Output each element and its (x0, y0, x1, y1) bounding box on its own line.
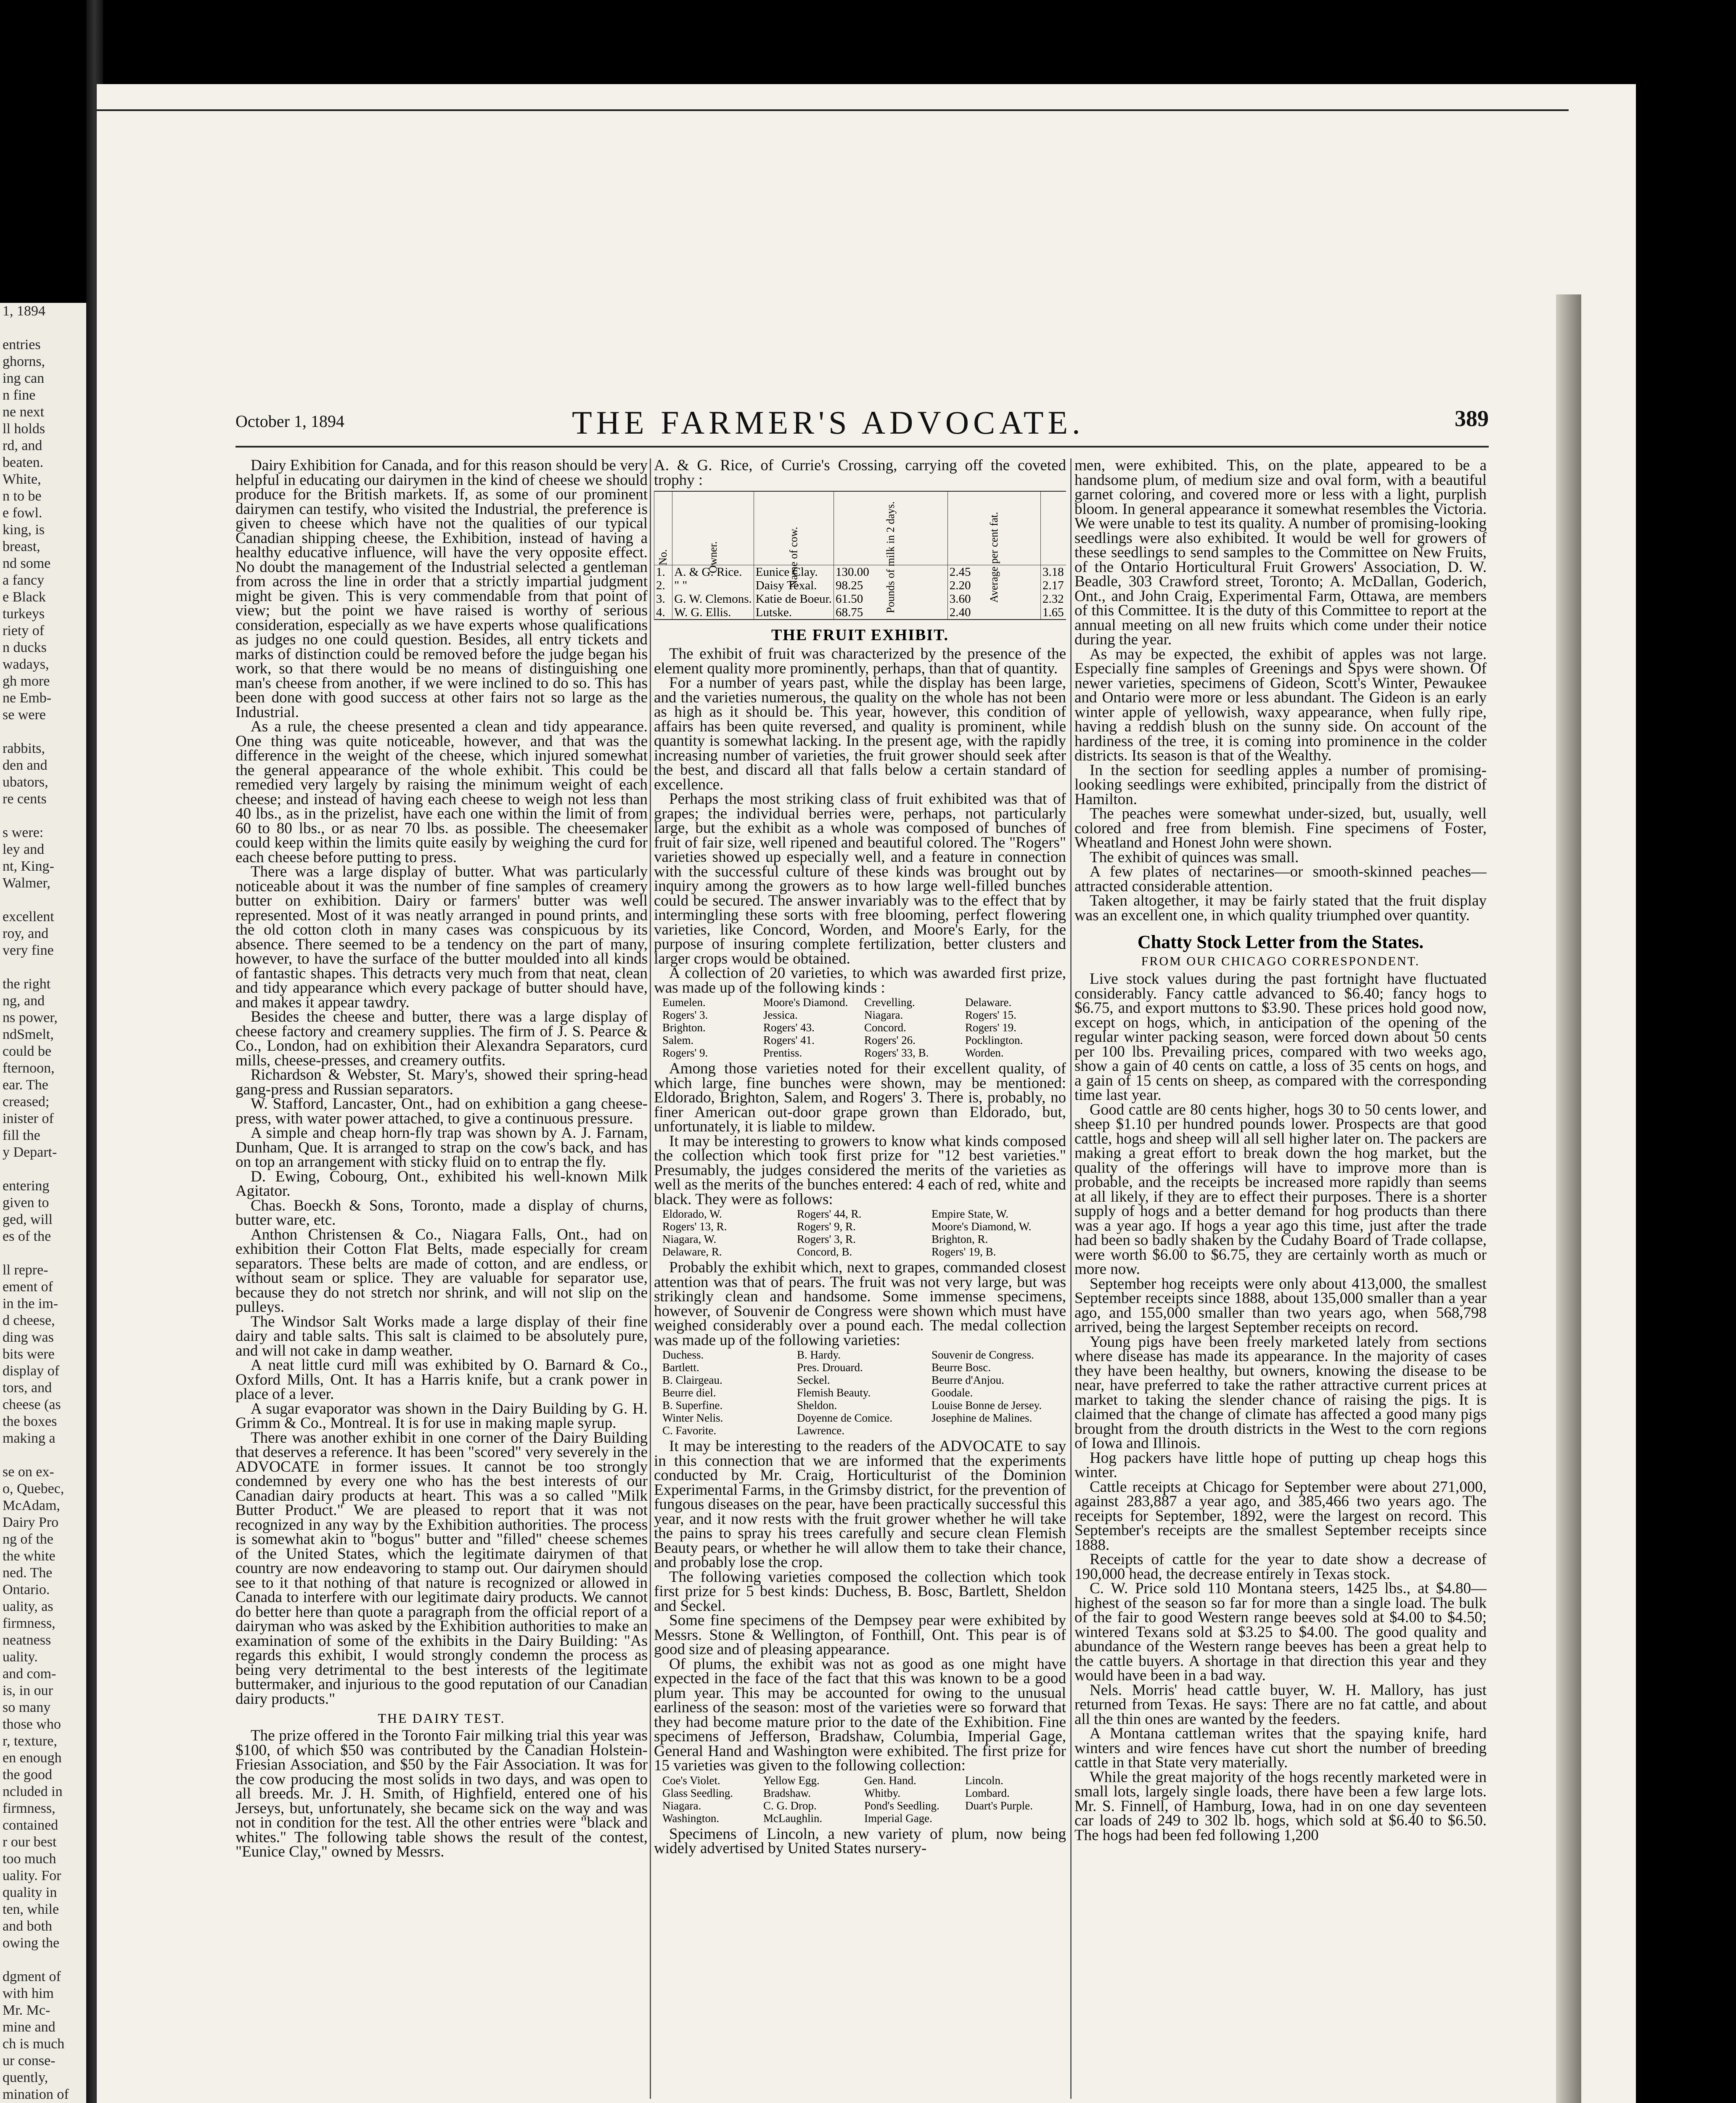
variety-item: Louise Bonne de Jersey. (932, 1399, 1042, 1412)
variety-item: Brighton. (662, 1021, 706, 1034)
article-paragraph: The following varieties composed the collection which took first prize for 5 best kinds: Duchess, B. Bosc, Bartlett, Sheldon and Seckel. (654, 1568, 1066, 1615)
table-cell: 4. (654, 606, 672, 620)
variety-item: Delaware, R. (662, 1245, 722, 1258)
variety-item: B. Hardy. (797, 1348, 841, 1361)
article-paragraph: Among those varieties noted for their excellent quality, of which large, fine bunches were shown, may be mentioned: Eldorado, Brighton, Salem, and Rogers' 3. There is, probably, no finer American out-door grape grown than Eldorado, but, unfortunately, it is liable to mildew. (654, 1060, 1066, 1135)
article-paragraph: A neat little curd mill was exhibited by O. Barnard & Co., Oxford Mills, Ont. It has a Harris knife, but a crank power in place of a lever. (236, 1356, 648, 1403)
variety-item: Delaware. (965, 996, 1012, 1009)
variety-item: Rogers' 3, R. (797, 1233, 856, 1245)
grape-variety-list (662, 996, 1066, 1059)
previous-page-line: ley and (3, 842, 45, 857)
table-cell: 1.65 (1040, 606, 1066, 620)
article-paragraph: Specimens of Lincoln, a new variety of plum, now being widely advertised by United States nursery- (654, 1825, 1066, 1857)
previous-page-line: ur conse- (3, 2053, 56, 2069)
variety-item: Coe's Violet. (662, 1774, 720, 1787)
previous-page-line: e fowl. (3, 505, 42, 521)
previous-page-line: ged, will (3, 1212, 53, 1227)
variety-item: Seckel. (797, 1374, 830, 1386)
section-heading-dairy-test: THE DAIRY TEST. (378, 1711, 505, 1726)
table-header-cell: Pounds of milk in 2 days. (834, 491, 947, 565)
variety-item: Niagara. (864, 1009, 903, 1021)
previous-page-line: ng of the (3, 1531, 53, 1547)
previous-page-line: so many (3, 1700, 51, 1715)
previous-page-line: with him (3, 1986, 54, 2001)
previous-page-line: uality. (3, 1649, 38, 1665)
previous-page-line: tors, and (3, 1380, 52, 1396)
variety-item: Duart's Purple. (965, 1799, 1033, 1812)
plum-variety-list (662, 1774, 1066, 1825)
article-paragraph: In the section for seedling apples a number of promising-looking seedlings were exhibited, principally from the district of Hamilton. (1074, 761, 1487, 808)
previous-page-line: uality. For (3, 1868, 61, 1883)
variety-item: Doyenne de Comice. (797, 1412, 893, 1424)
previous-page-line: given to (3, 1195, 49, 1210)
table-cell: 68.75 (834, 606, 947, 620)
previous-page-line: o, Quebec, (3, 1481, 64, 1496)
article-paragraph: Probably the exhibit which, next to grapes, commanded closest attention was that of pears. The fruit was not very large, but was strikingly clean and handsome. Some immense specimens, however, of Souvenir de Congress were shown which must have weighed considerably over a pound each. The medal collection was made up of the following varieties: (654, 1259, 1066, 1349)
article-paragraph: September hog receipts were only about 413,000, the smallest September receipts since 1888, about 135,000 smaller than a year ago, and 155,000 smaller than two years ago, when 568,798 arrived, being the largest September receipts on record. (1074, 1275, 1487, 1336)
previous-page-line: dgment of (3, 1969, 61, 1984)
variety-item: Rogers' 13, R. (662, 1220, 727, 1233)
previous-page-line: ing can (3, 371, 45, 386)
previous-page-line: ll holds (3, 421, 45, 437)
column-rule (1070, 458, 1072, 2099)
previous-page-line: Walmer, (3, 875, 50, 891)
variety-item: Yellow Egg. (763, 1774, 820, 1787)
previous-page-line: ten, while (3, 1902, 59, 1917)
variety-item: Lincoln. (965, 1774, 1003, 1787)
pear-variety-list (662, 1348, 1066, 1437)
article-paragraph: Dairy Exhibition for Canada, and for this reason should be very helpful in educating our dairymen in the kind of cheese we should produce for the British markets. If, as some of our prominent dairymen can testify, who visited the Industrial, the preference is given to cheese which have not the qualities of our typical Canadian shipping cheese, the Exhibition, instead of having a healthy educative influence, will have the very opposite effect. No doubt the management of the Industrial selected a gentleman from across the line in order that a strictly impartial judgment might be given. This is very commendable from that point of view; but the point we have raised is worthy of serious consideration, especially as we have experts whose qualifications as judges no one could question. Besides, all entry tickets and marks of distinction could be removed before the judge began his work, so that there would be no means of distinguishing one man's cheese from another, if we were inclined to do so. This has been done with good success at other fairs not so large as the Industrial. (236, 458, 648, 721)
previous-page-line: fternoon, (3, 1060, 55, 1076)
previous-page-line: ng, and (3, 993, 45, 1009)
previous-page-line: ll repre- (3, 1262, 48, 1278)
article-paragraph: Chas. Boeckh & Sons, Toronto, made a display of churns, butter ware, etc. (236, 1197, 648, 1229)
article-paragraph: There was another exhibit in one corner of the Dairy Building that deserves a reference. It has been "scored" very severely in the ADVOCATE in former issues. It cannot be too strongly condemned by every one who has the best interests of our Canadian dairy products at heart. This was a so called "Milk Butter Product." We are pleased to report that it was not recognized in any way by the Exhibition authorities. The process is somewhat akin to "bogus" butter and "filled" cheese schemes of the United States, which the legitimate dairymen of that country are now endeavoring to stamp out. Our dairymen should see to it that nothing of that nature is recognized or allowed in Canada to interfere with our legitimate dairy products. We cannot do better here than quote a paragraph from the official report of a dairyman who was asked by the Exhibition authorities to make an examination of some of the exhibits in the Dairy Building: "As regards this exhibit, I would strongly condemn the process as being very detrimental to the best interests of the legitimate buttermaker, and injurious to the good reputation of our Canadian dairy products." (236, 1429, 648, 1708)
variety-item: Rogers' 3. (662, 1009, 708, 1021)
previous-page-line: king, is (3, 522, 45, 538)
variety-item: C. G. Drop. (763, 1799, 817, 1812)
variety-item: Rogers' 19. (965, 1021, 1016, 1034)
dairy-test-table (654, 491, 1066, 620)
table-cell: Daisy Texal. (754, 579, 834, 592)
previous-page-line: ndSmelt, (3, 1027, 54, 1042)
variety-item: Prentiss. (763, 1046, 802, 1059)
previous-page-line: and both (3, 1918, 53, 1934)
previous-page-line: the right (3, 976, 51, 992)
variety-item: Rogers' 15. (965, 1009, 1016, 1021)
article-paragraph: A. & G. Rice, of Currie's Crossing, carrying off the coveted trophy : (654, 458, 1066, 489)
variety-item: Rogers' 26. (864, 1034, 916, 1046)
previous-page-line: ncluded in (3, 1784, 63, 1799)
previous-page-line: in the im- (3, 1296, 58, 1311)
previous-page-line: contained (3, 1817, 58, 1833)
previous-page-line: could be (3, 1044, 52, 1059)
previous-page-line: neatness (3, 1632, 51, 1648)
variety-item: Bradshaw. (763, 1786, 811, 1799)
previous-page-line: den and (3, 758, 48, 773)
article-paragraph: For a number of years past, while the display has been large, and the varieties numerous, the quality on the whole has not been as high as it should be. This year, however, this condition of affairs has been quite reversed, and quality is prominent, while quantity is somewhat lacking. In the present age, with the rapidly increasing number of varieties, the fruit grower should seek after the best, and discard all that falls below a certain standard of excellence. (654, 674, 1066, 793)
previous-page-line: 1, 1894 (3, 303, 45, 319)
article-paragraph: Besides the cheese and butter, there was a large display of cheese factory and creamery supplies. The firm of J. S. Pearce & Co., London, had on exhibition their Alexandra Separators, curd mills, cheese-presses, and creamery outfits. (236, 1008, 648, 1069)
table-cell: Katie de Boeur. (754, 592, 834, 606)
previous-page-line: riety of (3, 623, 45, 638)
article-paragraph: It may be interesting to growers to know what kinds composed the collection which took first prize for "12 best varieties." Presumably, the judges considered the merits of the varieties as well as the merits of the bunches entered: 4 each of red, white and black. They were as follows: (654, 1132, 1066, 1208)
article-paragraph: Receipts of cattle for the year to date show a decrease of 190,000 head, the decrease entirely in Texas stock. (1074, 1551, 1487, 1583)
article-paragraph: A Montana cattleman writes that the spaying knife, hard winters and wire fences have cut short the number of breeding cattle in that State very materially. (1074, 1725, 1487, 1771)
variety-item: Lombard. (965, 1786, 1010, 1799)
variety-item: Sheldon. (797, 1399, 837, 1412)
previous-page-line: s were: (3, 825, 44, 840)
previous-page-line: firmness, (3, 1616, 56, 1631)
previous-page-line: quently, (3, 2070, 48, 2085)
previous-page-line: e Black (3, 589, 46, 605)
variety-item: Pocklington. (965, 1034, 1023, 1046)
variety-item: Jessica. (763, 1009, 798, 1021)
table-cell: 61.50 (834, 592, 947, 606)
previous-page-line: a fancy (3, 572, 45, 588)
table-row (654, 579, 1066, 592)
previous-page-line: too much (3, 1851, 56, 1867)
article-paragraph: Live stock values during the past fortnight have fluctuated considerably. Fancy cattle advanced to $6.40; fancy hogs to $6.75, and export muttons to $3.90. These prices hold good now, except on hogs, which, in anticipation of the opening of the regular winter packing season, were forced down about 50 cents per 100 lbs. Prevailing prices, compared with two weeks ago, show a gain of 40 cents on cattle, a loss of 35 cents on hogs, and a gain of 15 cents on sheep, as compared with the corresponding time last year. (1074, 970, 1487, 1104)
column-rule (650, 458, 651, 2099)
previous-page-line: ubators, (3, 774, 48, 790)
previous-page-line: mine and (3, 2019, 56, 2035)
variety-item: Beurre diel. (662, 1386, 716, 1399)
previous-page-line: inister of (3, 1111, 54, 1126)
section-subheading-correspondent: FROM OUR CHICAGO CORRESPONDENT. (1141, 954, 1420, 968)
variety-item: Gen. Hand. (864, 1774, 916, 1787)
table-cell: 2.40 (947, 606, 1040, 620)
previous-page-line: bits were (3, 1346, 55, 1362)
previous-page-line: r, texture, (3, 1733, 57, 1749)
previous-page-line: es of the (3, 1229, 51, 1244)
article-paragraph: A collection of 20 varieties, to which was awarded first prize, was made up of the following kinds : (654, 964, 1066, 996)
article-paragraph: Cattle receipts at Chicago for September were about 271,000, against 283,887 a year ago, and 385,466 two years ago. The receipts for September, 1892, were the largest on record. This September's receipts are the smallest September receipts since 1888. (1074, 1478, 1487, 1554)
previous-page-line: ement of (3, 1279, 53, 1295)
previous-page-line: n ducks (3, 640, 47, 655)
article-paragraph: A few plates of nectarines—or smooth-skinned peaches—attracted considerable attention. (1074, 863, 1487, 895)
article-paragraph: Hog packers have little hope of putting up cheap hogs this winter. (1074, 1449, 1487, 1481)
table-cell: 2. (654, 579, 672, 592)
article-paragraph: C. W. Price sold 110 Montana steers, 1425 lbs., at $4.80—highest of the season so far for more than a single load. The bulk of the fair to good Western range beeves sold at $4.00 to $4.50; wintered Texans sold at $3.25 to $4.00. The good quality and abundance of the Western range beeves has been a great help to the cattle buyers. A shortage in that direction this year and they would have been in a bad way. (1074, 1580, 1487, 1684)
article-paragraph: Richardson & Webster, St. Mary's, showed their spring-head gang-press and Russian separators. (236, 1066, 648, 1098)
variety-item: B. Superfine. (662, 1399, 723, 1412)
article-paragraph: The exhibit of quinces was small. (1090, 848, 1299, 866)
previous-page-line: nt, King- (3, 858, 54, 874)
article-paragraph: A simple and cheap horn-fly trap was shown by A. J. Farnam, Dunham, Que. It is arranged to strap on the cow's back, and has on top an arrangement with sticky fluid on to entrap the fly. (236, 1124, 648, 1171)
variety-item: Beurre d'Anjou. (932, 1374, 1004, 1386)
variety-item: Imperial Gage. (864, 1812, 932, 1825)
previous-page-line: fill the (3, 1128, 40, 1143)
previous-page-line: display of (3, 1363, 60, 1379)
variety-item: Moore's Diamond. (763, 996, 848, 1009)
previous-page-line: n fine (3, 387, 36, 403)
table-cell: 3.60 (947, 592, 1040, 606)
previous-page-line: roy, and (3, 926, 49, 941)
table-row (654, 606, 1066, 620)
variety-item: Niagara. (662, 1799, 701, 1812)
variety-item: Bartlett. (662, 1361, 699, 1374)
previous-page-edge (0, 303, 88, 2103)
column-1 (236, 458, 648, 2103)
article-paragraph: Anthon Christensen & Co., Niagara Falls, Ont., had on exhibition their Cotton Flat Belts, made especially for cream separators. These belts are made of cotton, and are endless, or without seam or splice. They are valuable for separator use, because they do not stretch nor shrink, and will not slip on the pulleys. (236, 1226, 648, 1316)
table-header-cell: No. (654, 491, 672, 565)
issue-date: October 1, 1894 (236, 412, 344, 431)
previous-page-line: beaten. (3, 455, 44, 470)
table-header-cell (1040, 491, 1066, 565)
previous-page-line: gh more (3, 673, 50, 689)
article-paragraph: It may be interesting to the readers of the ADVOCATE to say in this connection that we are informed that the experiments conducted by Mr. Craig, Horticulturist of the Dominion Experimental Farms, in the Grimsby district, for the prevention of fungous diseases on the pear, have been practically successful this year, and it now rests with the fruit grower whether he will take the pains to spray his trees carefully and secure clean Flemish Beauty pears, or whether he will allow them to take their chance, and probably lose the crop. (654, 1438, 1066, 1571)
article-paragraph: Good cattle are 80 cents higher, hogs 30 to 50 cents lower, and sheep $1.10 per hundred pounds lower. Prospects are that good cattle, hogs and sheep will all sell higher later on. The packers are making a great effort to break down the hog market, but the quality of the offerings will have to improve more than is probable, and the receipts be increased more rapidly than seems at all likely, if they are to effect their purposes. There is a shorter supply of hogs and a better demand for hog products than there was a year ago. If hogs a year ago this time, just after the trade had been so badly shaken by the Cudahy Board of Trade collapse, were worth $6.00 to $6.75, they are certainly worth as much or more now. (1074, 1101, 1487, 1278)
previous-page-line: McAdam, (3, 1498, 60, 1513)
article-paragraph: As a rule, the cheese presented a clean and tidy appearance. One thing was quite noticeable, however, and that was the difference in the weight of the cheese, which injured somewhat the general appearance of the whole exhibit. This could be remedied very largely by raising the minimum weight of each cheese; and instead of having each cheese to weigh not less than 40 lbs., as in the prizelist, have each one within the limit of from 60 to 80 lbs., or as near 70 lbs. as possible. The cheesemaker could keep within the limits quite easily by weighing the curd for each cheese before putting to press. (236, 718, 648, 866)
previous-page-line: ned. The (3, 1565, 53, 1581)
previous-page-line: is, in our (3, 1683, 53, 1698)
table-cell: Lutske. (754, 606, 834, 620)
masthead (236, 404, 1489, 442)
previous-page-line: entries (3, 337, 41, 352)
previous-page-line: quality in (3, 1885, 57, 1900)
article-paragraph: Some fine specimens of the Dempsey pear were exhibited by Messrs. Stone & Wellington, of Fonthill, Ont. This pear is of good size and of pleasing appearance. (654, 1612, 1066, 1658)
previous-page-line: se on ex- (3, 1464, 54, 1480)
previous-page-line: making a (3, 1430, 56, 1446)
article-paragraph: The peaches were somewhat under-sized, but, usually, well colored and free from blemish. Fine specimens of Foster, Wheatland and Honest John were shown. (1074, 805, 1487, 851)
previous-page-line: the boxes (3, 1414, 57, 1429)
previous-page-line: ghorns, (3, 354, 45, 369)
previous-page-line: breast, (3, 539, 40, 554)
table-cell: 130.00 (834, 565, 947, 579)
previous-page-line: wadays, (3, 657, 49, 672)
table-cell: 98.25 (834, 579, 947, 592)
previous-page-line: ne Emb- (3, 690, 52, 706)
table-cell: G. W. Clemons. (672, 592, 754, 606)
variety-item: Worden. (965, 1046, 1004, 1059)
previous-page-line: the good (3, 1767, 53, 1783)
previous-page-line: Mr. Mc- (3, 2002, 50, 2018)
variety-item: Washington. (662, 1812, 720, 1825)
variety-item: Moore's Diamond, W. (932, 1220, 1032, 1233)
previous-page-line: y Depart- (3, 1144, 57, 1160)
article-paragraph: The exhibit of fruit was characterized by the presence of the element quality more prominently, perhaps, than that of quantity. (654, 645, 1066, 677)
variety-item: McLaughlin. (763, 1812, 823, 1825)
table-header-cell: Owner. (672, 491, 754, 565)
article-paragraph: Taken altogether, it may be fairly stated that the fruit display was an excellent one, in which quality triumphed over quantity. (1074, 892, 1487, 924)
table-cell: 2.45 (947, 565, 1040, 579)
variety-item: Whitby. (864, 1786, 900, 1799)
previous-page-line: cheese (as (3, 1397, 61, 1412)
variety-item: Flemish Beauty. (797, 1386, 871, 1399)
article-paragraph: Young pigs have been freely marketed lately from sections where disease has made its appearance. In the majority of cases they have been healthy, but owners, knowing the disease to be near, have preferred to take the rather attractive current prices at market to taking the slender chance of raising the pigs. It is claimed that the change of climate has affected a good many pigs brought from the drouth districts in the West to the corn regions of Iowa and Illinois. (1074, 1333, 1487, 1452)
previous-page-line: ch is much (3, 2036, 65, 2052)
table-header-cell: Name of cow. (754, 491, 834, 565)
variety-item: Empire State, W. (932, 1208, 1008, 1220)
table-cell: " " (672, 579, 754, 592)
previous-page-line: uality, as (3, 1599, 53, 1614)
previous-page-line: firmness, (3, 1801, 56, 1816)
previous-page-line: owing the (3, 1935, 60, 1951)
article-paragraph: D. Ewing, Cobourg, Ont., exhibited his well-known Milk Agitator. (236, 1168, 648, 1200)
previous-page-line: excellent (3, 909, 54, 924)
table-row (654, 592, 1066, 606)
variety-item (932, 1424, 1066, 1437)
previous-page-line: d cheese, (3, 1313, 55, 1328)
header-rule (236, 446, 1489, 448)
variety-item: Rogers' 41. (763, 1034, 815, 1046)
previous-page-line: Dairy Pro (3, 1515, 59, 1530)
previous-page-line: mination of (3, 2087, 69, 2102)
previous-page-line: ear. The (3, 1077, 48, 1093)
variety-item: Salem. (662, 1034, 694, 1046)
table-cell: 3.18 (1040, 565, 1066, 579)
article-paragraph: There was a large display of butter. What was particularly noticeable about it was the number of fine samples of creamery butter on exhibition. Dairy or farmers' butter was well represented. Most of it was neatly arranged in pound prints, and the old cotton cloth in many cases was conspicuous by its absence. There seemed to be a tendency on the part of many, however, to have the surface of the butter moulded into all kinds of fantastic shapes. This detracts very much from that neat, clean and tidy appearance which every package of butter should have, and makes it appear tawdry. (236, 863, 648, 1011)
variety-item: Pond's Seedling. (864, 1799, 939, 1812)
variety-item (965, 1812, 1066, 1825)
article-paragraph: Nels. Morris' head cattle buyer, W. H. Mallory, has just returned from Texas. He says: There are no fat cattle, and about all the thin ones are wanted by the feeders. (1074, 1681, 1487, 1728)
previous-page-line: those who (3, 1716, 61, 1732)
previous-page-line: the white (3, 1548, 56, 1564)
article-paragraph: Perhaps the most striking class of fruit exhibited was that of grapes; the individual berries were, perhaps, not particularly large, but the exhibit as a whole was composed of bunches of fruit of fair size, well ripened and beautiful colored. The "Rogers" varieties showed up especially well, and a feature in connection with the successful culture of these kinds was brought out by inquiry among the growers as to how large well-filled bunches could be secured. The answer invariably was to the effect that by intermingling these sorts with free blooming, perfect flowering varieties, like Concord, Worden, and Moore's Early, for the purpose of insuring complete fertilization, better clusters and larger crops would be obtained. (654, 790, 1066, 967)
article-paragraph: W. Stafford, Lancaster, Ont., had on exhibition a gang cheese-press, with water power attached, to give a continuous pressure. (236, 1095, 648, 1127)
variety-item: Rogers' 9. (662, 1046, 708, 1059)
table-cell: 3. (654, 592, 672, 606)
previous-page-line: very fine (3, 943, 54, 958)
variety-item: Winter Nelis. (662, 1412, 723, 1424)
article-paragraph: As may be expected, the exhibit of apples was not large. Especially fine samples of Greenings and Spys were shown. Of newer varieties, specimens of Gideon, Scott's Winter, Pewaukee and Ontario were more or less abundant. The Gideon is an early winter apple of yellowish, waxy appearance, when fully ripe, having a reddish blush on the sunny side. On account of the hardiness of the tree, it is coming into prominence in the colder districts. Its season is that of the Wealthy. (1074, 645, 1487, 764)
right-edge-shadow (1556, 294, 1581, 2103)
previous-page-line: n to be (3, 488, 42, 504)
article-paragraph: The Windsor Salt Works made a large display of their fine dairy and table salts. This salt is claimed to be absolutely pure, and will not cake in damp weather. (236, 1313, 648, 1359)
variety-item: Rogers' 43. (763, 1021, 815, 1034)
variety-item: Eldorado, W. (662, 1208, 722, 1220)
previous-page-line: rabbits, (3, 741, 45, 756)
variety-item: Pres. Drouard. (797, 1361, 863, 1374)
table-cell: W. G. Ellis. (672, 606, 754, 620)
table-cell: Eunice Clay. (754, 565, 834, 579)
previous-page-line: en enough (3, 1750, 62, 1766)
variety-item: Rogers' 33, B. (864, 1046, 929, 1059)
column-2 (654, 458, 1066, 2103)
variety-item: Glass Seedling. (662, 1786, 733, 1799)
variety-item: Souvenir de Congress. (932, 1348, 1034, 1361)
variety-item: Rogers' 9, R. (797, 1220, 856, 1233)
variety-item: Niagara, W. (662, 1233, 717, 1245)
section-heading-fruit-exhibit: THE FRUIT EXHIBIT. (771, 626, 949, 644)
variety-item: B. Clairgeau. (662, 1374, 722, 1386)
table-cell: 2.17 (1040, 579, 1066, 592)
variety-item: Concord, B. (797, 1245, 852, 1258)
previous-page-line: White, (3, 471, 41, 487)
variety-item: Crevelling. (864, 996, 915, 1009)
table-cell: A. & G. Rice. (672, 565, 754, 579)
table-header-row (654, 491, 1066, 565)
variety-item: Concord. (864, 1021, 906, 1034)
previous-page-line: ding was (3, 1330, 54, 1345)
variety-item: Eumelen. (662, 996, 706, 1009)
variety-item: C. Favorite. (662, 1424, 717, 1437)
article-paragraph: Of plums, the exhibit was not as good as one might have expected in the face of the fact that this was known to be a good plum year. This may be accounted for owing to the unusual earliness of the season: most of the varieties were so forward that they had become mature prior to the date of the Exhibition. Fine specimens of Jefferson, Bradshaw, Columbia, Imperial Gage, General Hand and Washington were exhibited. The first prize for 15 varieties was given to the following collection: (654, 1655, 1066, 1774)
previous-page-line: r our best (3, 1834, 57, 1850)
variety-item: Lawrence. (797, 1424, 845, 1437)
previous-page-line: entering (3, 1178, 50, 1194)
variety-item: Beurre Bosc. (932, 1361, 991, 1374)
article-paragraph: A sugar evaporator was shown in the Dairy Building by G. H. Grimm & Co., Montreal. It is for use in making maple syrup. (236, 1400, 648, 1432)
section-heading-chatty-stock-letter: Chatty Stock Letter from the States. (1137, 932, 1424, 952)
table-cell: 2.32 (1040, 592, 1066, 606)
previous-page-line: and com- (3, 1666, 56, 1682)
article-paragraph: While the great majority of the hogs recently marketed were in small lots, largely single loads, there have been a few large lots. Mr. S. Finnell, of Hamburg, Iowa, had in on one day seventeen car loads of 249 to 302 lb. hogs, which sold at $6.40 to $6.50. The hogs had been fed following 1,200 (1074, 1768, 1487, 1844)
grape-twelve-best-list (662, 1208, 1066, 1258)
variety-item: Goodale. (932, 1386, 973, 1399)
page-number: 389 (1455, 406, 1489, 431)
column-3 (1074, 458, 1487, 2103)
variety-item: Rogers' 44, R. (797, 1208, 862, 1220)
previous-page-line: re cents (3, 791, 47, 807)
variety-item: Brighton, R. (932, 1233, 988, 1245)
variety-item: Duchess. (662, 1348, 704, 1361)
previous-page-line: creased; (3, 1094, 50, 1110)
previous-page-line: ne next (3, 404, 45, 420)
previous-page-line: rd, and (3, 438, 42, 453)
previous-page-line: se were (3, 707, 46, 723)
previous-page-line: ns power, (3, 1010, 58, 1025)
newspaper-title: THE FARMER'S ADVOCATE. (572, 404, 1085, 441)
table-header-cell: Average per cent fat. (947, 491, 1040, 565)
previous-page-line: Ontario. (3, 1582, 50, 1597)
variety-item: Josephine de Malines. (932, 1412, 1032, 1424)
variety-item: Rogers' 19, B. (932, 1245, 996, 1258)
table-cell: 1. (654, 565, 672, 579)
previous-page-line: nd some (3, 556, 51, 571)
article-paragraph: The prize offered in the Toronto Fair milking trial this year was $100, of which $50 was contributed by the Canadian Holstein-Friesian Association, and $50 by the Fair Association. It was for the cow producing the most solids in two days, and was open to all breeds. Mr. J. H. Smith, of Highfield, entered one of his Jerseys, but, unfortunately, she became sick on the way and was not in condition for the test. All the other entries were "black and whites." The following table shows the result of the contest, "Eunice Clay," owned by Messrs. (236, 1727, 648, 1860)
article-paragraph: men, were exhibited. This, on the plate, appeared to be a handsome plum, of medium size and oval form, with a beautiful garnet coloring, and covered more or less with a light, purplish bloom. In general appearance it somewhat resembles the Victoria. We were unable to test its quality. A number of promising-looking seedlings were also exhibited. It would be well for growers of these seedlings to send samples to the Committee on New Fruits, of the Ontario Horticultural Fruit Growers' Association, D. W. Beadle, 303 Crawford street, Toronto; A. McDallan, Goderich, Ont., and John Craig, Experimental Farm, Ottawa, are members of this Committee. It is the duty of this Committee to report at the annual meeting on all new fruits which come under their notice during the year. (1074, 458, 1487, 648)
top-edge-line (97, 109, 1569, 111)
table-cell: 2.20 (947, 579, 1040, 592)
previous-page-line: turkeys (3, 606, 45, 622)
